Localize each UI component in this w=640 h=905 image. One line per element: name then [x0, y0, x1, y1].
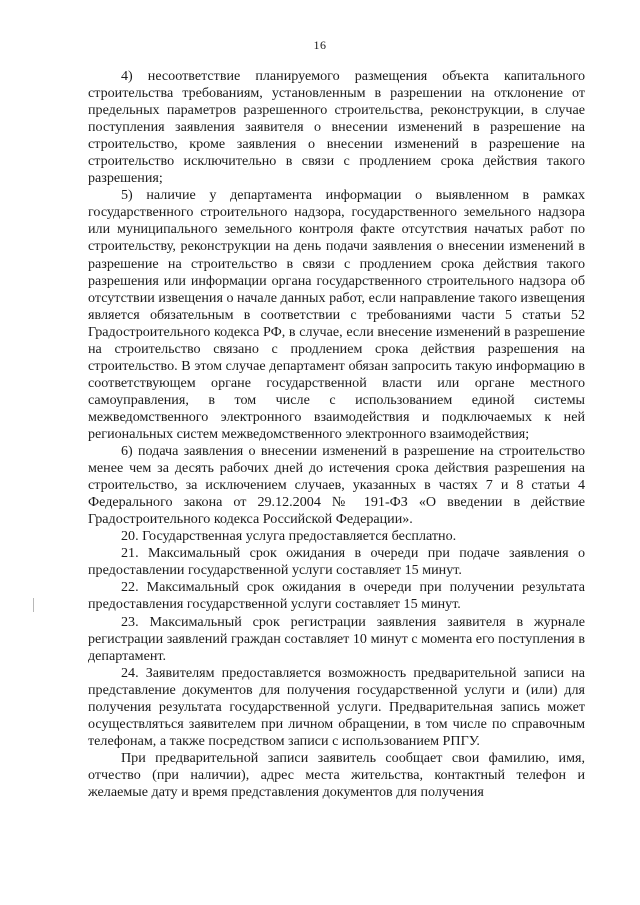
- paragraph-item-6: 6) подача заявления о внесении изменений в разрешение на строительство менее чем за десять рабочих дней до истечения срока действия разрешения на строительство, за исключением случаев, указанных в частях 7 и 8 статьи 4 Федерального закона от 29.12.2004 № 191-ФЗ «О введении в действие Градостроительного кодекса Российской Федерации».: [88, 443, 585, 528]
- paragraph-24: 24. Заявителям предоставляется возможность предварительной записи на представление документов для получения государственной услуги и (или) для получения результата государственной услуги. Предварительная запись может осуществляться заявителем при личном обращении, в том числе по справочным телефонам, а также посредством записи с использованием РПГУ.: [88, 664, 585, 749]
- paragraph-20: 20. Государственная услуга предоставляется бесплатно.: [121, 528, 457, 545]
- paragraph-21: 21. Максимальный срок ожидания в очереди при подаче заявления о предоставлении государственной услуги составляет 15 минут.: [88, 545, 585, 579]
- page-number: 16: [313, 38, 327, 52]
- paragraph-23: 23. Максимальный срок регистрации заявления заявителя в журнале регистрации заявлений граждан составляет 10 минут с момента его поступления в департамент.: [88, 613, 585, 664]
- document-body: [88, 68, 585, 801]
- paragraph-22: 22. Максимальный срок ожидания в очереди при получении результата предоставления государственной услуги составляет 15 минут.: [88, 579, 585, 613]
- paragraph-item-4: 4) несоответствие планируемого размещения объекта капитального строительства требованиям, установленным в разрешении на отклонение от предельных параметров разрешенного строительства, реконструкции, в случае поступления заявления заявителя о внесении изменений в разрешение на строительство, кроме заявления о внесении изменений в разрешение на строительство исключительно в связи с продлением срока действия такого разрешения;: [88, 68, 585, 187]
- paragraph-24-continuation: При предварительной записи заявитель сообщает свои фамилию, имя, отчество (при наличии), адрес места жительства, контактный телефон и желаемые дату и время представления документов для получения: [88, 749, 585, 800]
- margin-mark: [33, 598, 34, 612]
- paragraph-item-5: 5) наличие у департамента информации о выявленном в рамках государственного строительного надзора, государственного земельного надзора или муниципального земельного контроля факте отсутствия начатых работ по строительству, реконструкции на день подачи заявления о внесении изменений в разрешение на строительство в связи с продлением срока действия такого разрешения или информации органа государственного строительного надзора об отсутствии извещения о начале данных работ, если направление такого извещения является обязательным в соответствии с требованиями части 5 статьи 52 Градостроительного кодекса РФ, в случае, если внесение изменений в разрешение на строительство связано с продлением срока действия разрешения на строительство. В этом случае департамент обязан запросить такую информацию в соответствующем органе государственной власти или органе местного самоуправления, в том числе с использованием единой системы межведомственного электронного взаимодействия и подключаемых к ней региональных систем межведомственного электронного взаимодействия;: [88, 187, 585, 442]
